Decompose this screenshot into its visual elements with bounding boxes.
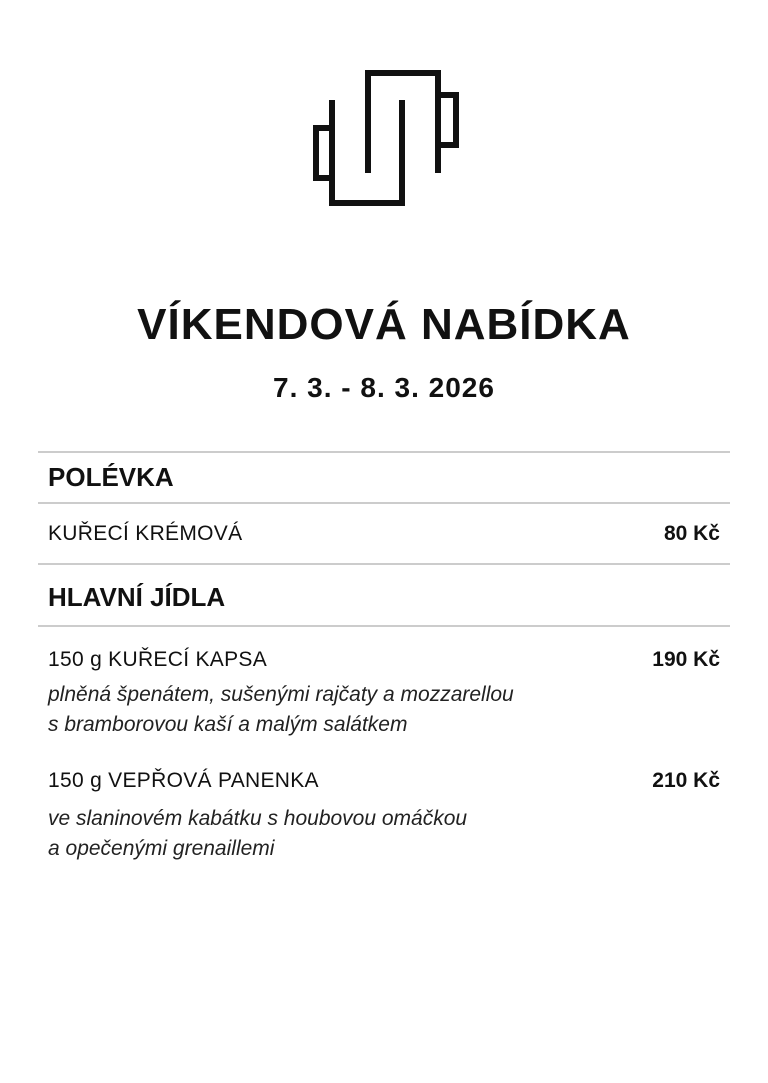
menu-item-name: KUŘECÍ KRÉMOVÁ — [48, 522, 243, 545]
menu-item-description: plněná špenátem, sušenými rajčaty a mozzarellou s bramborovou kaší a malým salátkem — [48, 683, 514, 736]
divider — [38, 451, 730, 453]
section-title-soup: POLÉVKA — [48, 462, 174, 492]
menu-item-name: 150 g KUŘECÍ KAPSA — [48, 648, 267, 671]
page-title: VÍKENDOVÁ NABÍDKA — [137, 300, 631, 349]
menu-item-price: 80 Kč — [663, 522, 720, 545]
date-range: 7. 3. - 8. 3. 2026 — [273, 372, 495, 403]
menu-item-name: 150 g VEPŘOVÁ PANENKA — [48, 769, 319, 792]
divider — [38, 502, 730, 504]
menu-item-price: 210 Kč — [652, 769, 720, 792]
divider — [38, 563, 730, 565]
beer-mug-logo-icon — [310, 70, 460, 208]
divider — [38, 625, 730, 627]
section-title-main: HLAVNÍ JÍDLA — [48, 582, 226, 612]
menu-item-price: 190 Kč — [652, 648, 720, 671]
menu-item-description: ve slaninovém kabátku s houbovou omáčkou a opečenými grenaillemi — [48, 807, 468, 860]
